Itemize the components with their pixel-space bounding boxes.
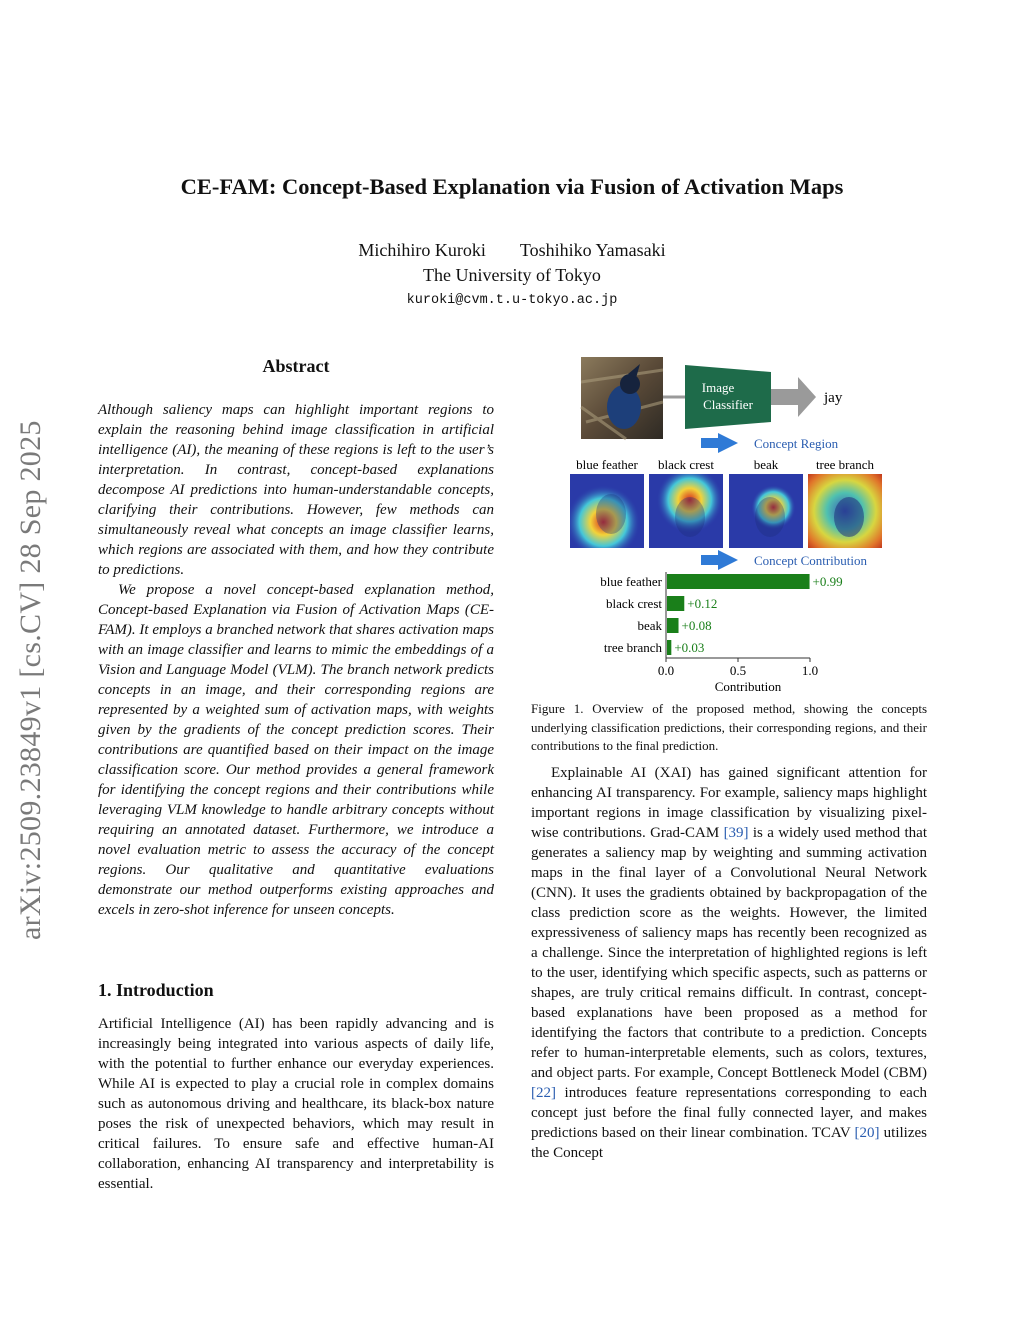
intro-paragraph: Artificial Intelligence (AI) has been rapidly advancing and is increasingly being integrated into various aspects of daily life, with the potential to further enhance our everyday experiences. While AI is expected to play a crucial role in complex domains such as autonomous driving and healthcare, its black-box nature poses the risk of unexpected behaviors, which may result in critical failures. To ensure safe and effective human-AI collaboration, enhancing AI transparency and interpretability is essential. — [98, 1016, 494, 1192]
figure-caption: Figure 1. Overview of the proposed method, showing the concepts underlying classification predictions, their corresponding regions, and their contributions to the final prediction. — [531, 701, 927, 753]
x-tick-label: 0.5 — [729, 663, 747, 678]
heatmap-tree-branch — [808, 474, 882, 548]
figure-1 — [566, 352, 886, 698]
bar-category-label: black crest — [606, 596, 662, 611]
contribution-bar — [667, 574, 810, 589]
abstract-heading: Abstract — [262, 356, 330, 376]
classifier-label-line2: Classifier — [703, 397, 753, 412]
affiliation: The University of Tokyo — [423, 265, 601, 285]
body-text: utilizes the Concept — [531, 1125, 927, 1161]
contribution-bar — [667, 618, 679, 633]
intro-heading: 1. Introduction — [98, 980, 214, 1000]
concept-region-label: Concept Region — [754, 436, 839, 451]
body-text: is a widely used method that generates a saliency map by weighting and summing activation maps in the final layer of a Convolutional Neural Network (CNN). It uses the gradients obtained by backpropagation of the class prediction score as the weights. However, the limited expressiveness of saliency maps has recently been recognized as a challenge. Since the interpretation of highlighted regions is left to the user, identifying which specific aspects, such as patterns or shapes, are truly critical remains difficult. In contrast, concept-based explanations have been proposed as a method for identifying the factors that contribute to a prediction. Concepts refer to human-interpretable elements, such as colors, textures, and object parts. For example, Concept Bottleneck Model (CBM) — [531, 825, 928, 1081]
body-paragraph — [531, 763, 927, 1163]
abstract-body — [98, 400, 494, 920]
contribution-bar — [667, 596, 684, 611]
x-tick-label: 1.0 — [801, 663, 819, 678]
heatmap-beak — [729, 474, 803, 548]
x-axis-label: Contribution — [714, 679, 782, 694]
prediction-label: jay — [824, 390, 843, 406]
heatmap-label: blue feather — [576, 457, 638, 472]
heatmap-black-crest — [649, 474, 723, 548]
bar-category-label: beak — [637, 618, 662, 633]
citation-link[interactable]: [20] — [854, 1125, 880, 1141]
author-email[interactable]: kuroki@cvm.t.u-tokyo.ac.jp — [406, 293, 618, 308]
concept-region-arrow-icon — [701, 433, 738, 453]
citation-link[interactable]: [22] — [531, 1085, 556, 1101]
bar-value-label: +0.12 — [687, 596, 718, 611]
x-tick-label: 0.0 — [657, 663, 675, 678]
abstract-paragraph: We propose a novel concept-based explanation method, Concept-based Explanation via Fusion of Activation Maps (CE-FAM). It employs a branched network that shares activation maps with an image classifier and learns to mimic the embeddings of a Vision and Language Model (VLM). The branch network predicts concepts in an image, and their corresponding regions are represented by a weighted sum of activation maps, with weights given by the gradients of the concept prediction scores. Their contributions are quantified based on their impact on the image classification score. Our method provides a general framework for identifying the concept regions and their contributions while leveraging VLM knowledge to handle arbitrary concepts without requiring an annotated dataset. Furthermore, we introduce a novel evaluation metric to assess the accuracy of the concept regions. Our qualitative and quantitative evaluations demonstrate our method outperforms existing approaches and excels in zero-shot inference for unseen concepts. — [98, 582, 494, 918]
contribution-bar-chart — [600, 572, 842, 694]
heatmap-label: black crest — [658, 457, 714, 472]
bar-category-label: blue feather — [600, 574, 662, 589]
paper-title: CE-FAM: Concept-Based Explanation via Fusion of Activation Maps — [180, 174, 844, 199]
concept-contribution-label: Concept Contribution — [754, 553, 868, 568]
input-bird-photo — [581, 357, 663, 439]
heatmap-label: beak — [753, 457, 779, 472]
bar-value-label: +0.03 — [674, 640, 705, 655]
citation-link[interactable]: [39] — [723, 825, 749, 841]
bar-value-label: +0.99 — [812, 574, 843, 589]
heatmap-blue-feather — [570, 474, 644, 548]
author-list — [0, 240, 1024, 261]
contribution-bar — [667, 640, 671, 655]
classifier-label-line1: Image — [701, 380, 735, 395]
arxiv-stamp: arXiv:2509.23849v1 [cs.CV] 28 Sep 2025 — [14, 420, 47, 940]
concept-contribution-arrow-icon — [701, 550, 738, 570]
output-arrow-icon — [771, 377, 816, 417]
body-text: introduces feature representations corresponding to each concept just before the final fully connected layer, and makes predictions based on their linear combination. TCAV — [531, 1085, 927, 1141]
bar-value-label: +0.08 — [681, 618, 712, 633]
heatmap-label: tree branch — [815, 457, 875, 472]
author-name: Toshihiko Yamasaki — [519, 240, 666, 260]
bar-category-label: tree branch — [603, 640, 662, 655]
abstract-paragraph: Although saliency maps can highlight important regions to explain the reasoning behind image classification in artificial intelligence (AI), the meaning of these regions is left to the user’s interpretation. In contrast, concept-based explanations decompose AI predictions into human-understandable concepts, clarifying their contributions. However, few methods can simultaneously reveal what concepts an image classifier learns, which regions are associated with them, and how they contribute to predictions. — [98, 402, 494, 578]
body-text: Explainable AI (XAI) has gained significant attention for enhancing AI transparency. For example, saliency maps highlight important regions in image classification by visualizing pixel-wise contributions. Grad-CAM — [531, 765, 927, 841]
author-name: Michihiro Kuroki — [358, 240, 486, 260]
